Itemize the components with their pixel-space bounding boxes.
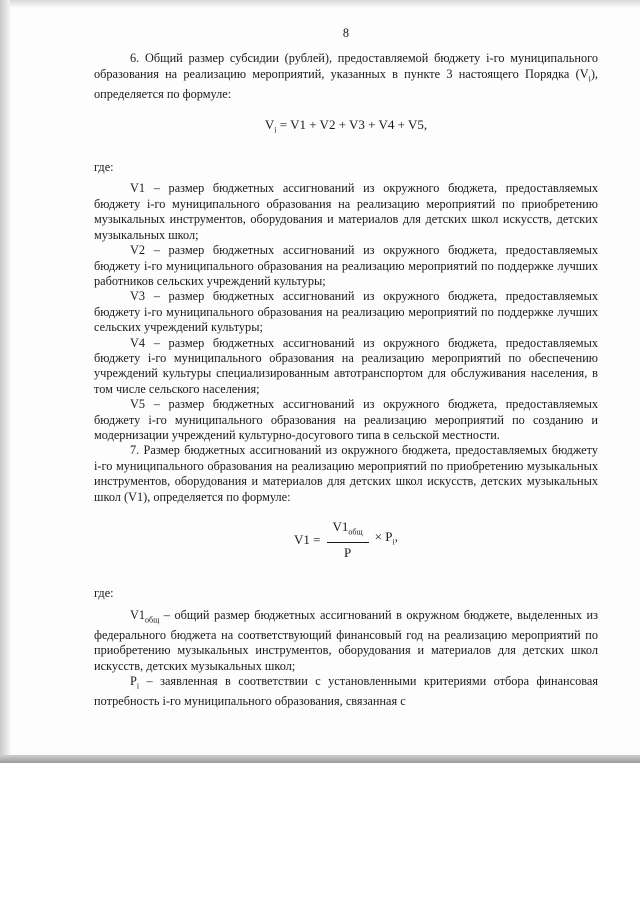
- document-body: [94, 26, 598, 709]
- definition-v5: V5 – размер бюджетных ассигнований из окружного бюджета, предоставляемых бюджету i-го муниципального образования на реализацию мероприятий по созданию и модернизации учреждений культурно-досугового типа в сельской местности.: [94, 397, 598, 442]
- page-edge-top: [0, 0, 640, 8]
- where-label-1: где:: [94, 160, 114, 175]
- fraction-numerator: $V1_{общ}$: [327, 519, 369, 543]
- definition-v1-total: $V1_{общ}$ – общий размер бюджетных ассигнований в окружном бюджете, выделенных из федерального бюджета на соответствующий финансовый год на реализацию мероприятий по приобретению музыкальных инструментов, оборудования и материалов для детских школ искусств, детских музыкальных школ;: [94, 607, 598, 673]
- page-edge-bottom: [0, 755, 640, 763]
- formula-vi: $V_i = V1 + V2 + V3 + V4 + V5$,: [264, 117, 428, 135]
- page-number: 8: [342, 26, 350, 40]
- paragraph-7: 7. Размер бюджетных ассигнований из окружного бюджета, предоставляемых бюджету i-го муниципального образования на реализацию мероприятий по приобретению музыкальных инструментов, оборудования и материалов для детских школ искусств, детских музыкальных школ (V1), определяется по формуле:: [94, 443, 598, 504]
- definition-v2: V2 – размер бюджетных ассигнований из окружного бюджета, предоставляемых бюджету i-го муниципального образования на реализацию мероприятий по поддержке лучших работников сельских учреждений культуры;: [94, 243, 598, 288]
- definition-v4: V4 – размер бюджетных ассигнований из окружного бюджета, предоставляемых бюджету i-го муниципального образования на реализацию мероприятий по обеспечению учреждений культуры специализированным автотранспортом для обслуживания населения, в том числе сельского населения;: [94, 335, 598, 396]
- fraction-denominator: P: [343, 545, 352, 561]
- paragraph-6: 6. Общий размер субсидии (рублей), предоставляемой бюджету i-го муниципального образования на реализацию мероприятий, указанных в пункте 3 настоящего Порядка $(V_i)$, определяется по формуле:: [94, 51, 598, 101]
- multiplier: × $P_i$,: [374, 529, 398, 547]
- definition-v1: V1 – размер бюджетных ассигнований из окружного бюджета, предоставляемых бюджету i-го муниципального образования на реализацию мероприятий по приобретению музыкальных инструментов, оборудования и материалов для детских школ искусств, детских музыкальных школ;: [94, 181, 598, 242]
- definition-v3: V3 – размер бюджетных ассигнований из окружного бюджета, предоставляемых бюджету i-го муниципального образования на реализацию мероприятий по поддержке лучших сельских учреждений культуры;: [94, 289, 598, 335]
- fraction: [327, 519, 369, 560]
- page-edge-left: [0, 0, 10, 762]
- where-label-2: где:: [94, 586, 114, 601]
- definition-pi: $P_i$ – заявленная в соответствии с установленными критериями отбора финансовая потребность i-го муниципального образования, связанная с: [94, 673, 598, 708]
- formula-v1: V1 = $\frac{V1_{общ}}{P}$ × $P_i$,: [294, 519, 398, 561]
